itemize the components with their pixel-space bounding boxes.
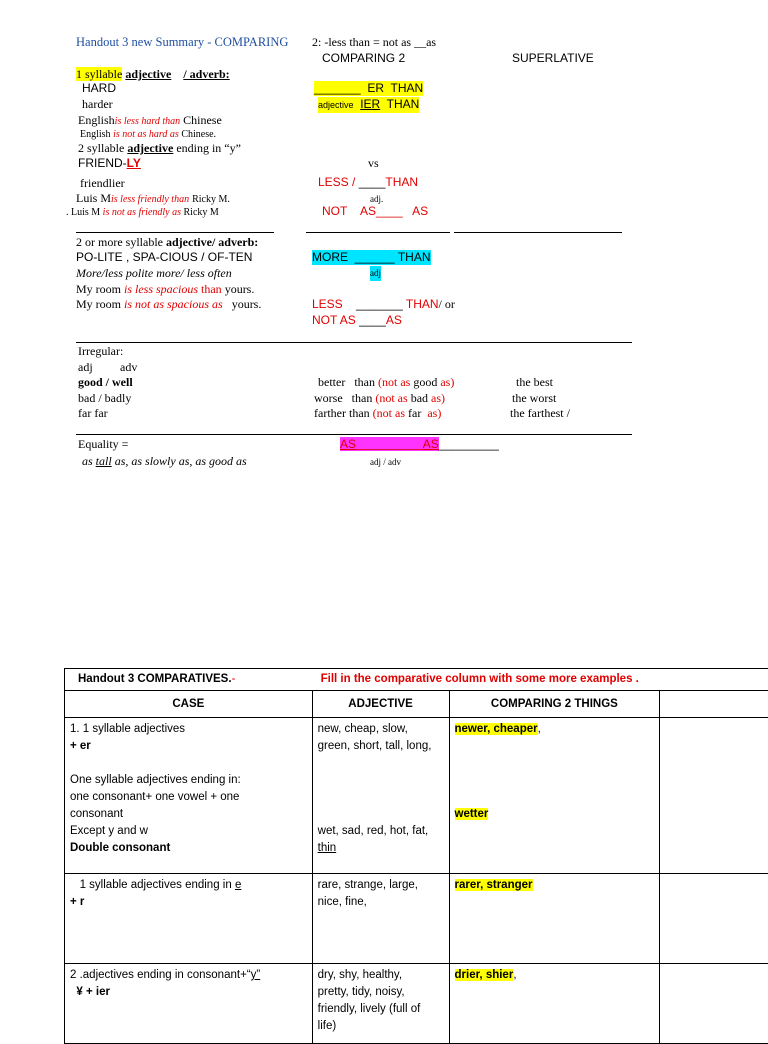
adj-line: wet, sad, red, hot, fat, <box>318 823 444 840</box>
empty-cell[interactable] <box>660 874 768 964</box>
lf-pre: Luis M <box>76 191 111 205</box>
irregular-sup-good: the best <box>516 375 553 390</box>
rule-not-as-2 <box>312 313 402 328</box>
adjective-cell[interactable] <box>312 874 449 964</box>
adj-adv-note: adj / adv <box>370 455 401 470</box>
case-line: 1. 1 syllable adjectives <box>70 721 307 738</box>
divider <box>76 342 632 343</box>
tom-pos: adjective/ adverb: <box>166 235 258 249</box>
one-syllable-tag: 1 syllable <box>76 67 122 81</box>
case-line: one consonant+ one vowel + one <box>70 789 307 806</box>
more-than: THAN <box>398 250 431 264</box>
lf-post: Ricky M. <box>192 194 230 205</box>
s1-pre: English <box>78 113 115 127</box>
paren: ( <box>375 391 379 405</box>
case-spacer <box>70 755 307 772</box>
comp-tail: , <box>538 723 541 735</box>
rule-as-as <box>340 437 499 452</box>
adj-line: rare, strange, large, <box>318 877 444 894</box>
rule-blank: _______ <box>314 81 361 95</box>
two-syl-pre: 2 syllable <box>78 141 124 155</box>
col-header-empty <box>660 691 768 718</box>
comp: better <box>318 375 345 389</box>
case-b: ¥ + ier <box>76 986 110 998</box>
adverb-label: / adverb: <box>183 67 229 81</box>
header-subtitle: 2: -less than = not as __as <box>312 35 436 50</box>
one-syllable-heading <box>76 67 230 82</box>
comparing-cell[interactable] <box>449 874 660 964</box>
notas: not as <box>379 391 407 405</box>
rule2-than: THAN <box>387 97 420 111</box>
lf-mid: is less friendly than <box>111 194 189 205</box>
ls-pre: My room <box>76 282 121 296</box>
nas-mid: is not as spacious as <box>124 297 223 311</box>
adj-line: new, cheap, slow, <box>318 721 444 738</box>
paren: ) <box>441 391 445 405</box>
empty-cell[interactable] <box>660 964 768 1044</box>
comp-line <box>455 806 655 823</box>
adj-line: friendly, lively (full of <box>318 1001 444 1018</box>
less2-than: THAN <box>406 297 439 311</box>
case-a: 1 syllable adjectives ending in <box>80 879 232 891</box>
less-blank: ____ <box>359 175 386 189</box>
case-a: 2 .adjectives ending in consonant+“ <box>70 969 251 981</box>
rule2-adj: adjective <box>318 100 354 110</box>
ls-than: than <box>201 282 222 296</box>
as-tail: _________ <box>439 437 499 451</box>
superlative-heading: SUPERLATIVE <box>512 51 594 66</box>
divider <box>306 232 450 233</box>
case-line <box>70 984 307 1001</box>
irregular-word-bad: bad / badly <box>78 391 131 406</box>
rule2-ier: IER <box>360 97 380 111</box>
irregular-comp-far <box>314 406 441 421</box>
two-syl-post: ending in “y” <box>176 141 241 155</box>
adj-spacer <box>318 755 444 823</box>
irregular-word-good: good / well <box>78 375 133 390</box>
rule-than: THAN <box>391 81 424 95</box>
comparing-cell[interactable] <box>449 718 660 874</box>
table-row <box>65 874 768 964</box>
nas-pre: My room <box>76 297 121 311</box>
ls-mid: is less spacious <box>124 282 198 296</box>
paren: ) <box>437 406 441 420</box>
adj-line: nice, fine, <box>318 894 444 911</box>
eq-post: as, as slowly as, as good as <box>115 454 247 468</box>
paren: ( <box>378 375 382 389</box>
sentence-not-as-hard <box>80 127 216 142</box>
less-word: LESS / <box>318 175 355 189</box>
than: than <box>349 406 370 420</box>
paren: ( <box>373 406 377 420</box>
naf-pre: . Luis M <box>66 207 100 218</box>
table-title-cell <box>65 669 768 691</box>
as1: AS <box>340 437 356 451</box>
paren: ) <box>450 375 454 389</box>
eq-tall: tall <box>96 454 112 468</box>
w: good <box>413 375 437 389</box>
example-hard: HARD <box>82 81 116 96</box>
adj-line: life) <box>318 1018 444 1035</box>
irregular-word-far: far far <box>78 406 108 421</box>
case-line: One syllable adjectives ending in: <box>70 772 307 789</box>
than: than <box>352 391 373 405</box>
comp-line <box>455 877 655 894</box>
rule-ier-than <box>318 97 419 113</box>
handout-title: Handout 3 new Summary - COMPARING <box>76 35 288 50</box>
than: than <box>354 375 375 389</box>
notas2-as: AS <box>386 313 402 327</box>
example-polite: PO-LITE , SPA-CIOUS / OF-TEN <box>76 250 252 265</box>
rule-more-than <box>312 250 431 265</box>
table-title-dash: - <box>232 673 236 685</box>
comparatives-table <box>64 668 768 1044</box>
case-line: + r <box>70 894 307 911</box>
irregular-comp-bad <box>314 391 445 406</box>
example-harder: harder <box>82 97 113 112</box>
example-friendly <box>78 156 141 171</box>
ls-post: yours. <box>225 282 255 296</box>
s2-mid: is not as hard as <box>113 129 179 140</box>
comp: farther <box>314 406 346 420</box>
nas-post: yours. <box>232 297 262 311</box>
not-word: NOT <box>322 204 347 218</box>
w: far <box>408 406 421 420</box>
col-header-adjective: ADJECTIVE <box>312 691 449 718</box>
s2-pre: English <box>80 129 111 140</box>
as: as <box>431 391 441 405</box>
rule-not-as <box>322 204 428 219</box>
comparing2-heading: COMPARING 2 <box>322 51 405 66</box>
irregular-adj-label: adj <box>78 360 93 375</box>
less-than: THAN <box>385 175 418 189</box>
less2-or: / or <box>439 297 455 311</box>
rule-er: ER <box>367 81 384 95</box>
case-cell <box>65 874 313 964</box>
sentence-not-as-friendly <box>66 205 219 220</box>
table-row <box>65 718 768 874</box>
as-blank: __________ <box>356 437 423 451</box>
table-row <box>65 964 768 1044</box>
case-line: Double consonant <box>70 840 307 857</box>
divider <box>76 232 274 233</box>
col-header-comparing: COMPARING 2 THINGS <box>449 691 660 718</box>
more-word: MORE <box>312 250 348 264</box>
notas2-word: NOT AS <box>312 313 356 327</box>
tom-pre: 2 or more syllable <box>76 235 163 249</box>
irregular-sup-far: the farthest / <box>510 406 570 421</box>
table-title: Handout 3 COMPARATIVES. <box>78 673 232 685</box>
less2-word: LESS <box>312 297 343 311</box>
adjective-cell[interactable] <box>312 718 449 874</box>
comp-answer: wetter <box>455 808 489 820</box>
as2: AS <box>423 437 439 451</box>
ly-suffix: LY <box>127 156 141 170</box>
adj-line: dry, shy, healthy, <box>318 967 444 984</box>
equality-example <box>82 454 247 469</box>
comp-spacer <box>455 738 655 806</box>
notas: not as <box>382 375 410 389</box>
example-more-less: More/less polite more/ less often <box>76 266 232 281</box>
comp-line <box>455 721 655 738</box>
rule-less-than-2 <box>312 297 455 312</box>
adj-note: adj. <box>370 192 383 207</box>
adjective-label: adjective <box>125 67 171 81</box>
case-cell <box>65 718 313 874</box>
case-line: Except y and w <box>70 823 307 840</box>
adj-line: green, short, tall, long, <box>318 738 444 755</box>
example-friendlier: friendlier <box>80 176 125 191</box>
case-e: e <box>235 879 241 891</box>
notas: not as <box>377 406 405 420</box>
vs-label: vs <box>368 156 379 171</box>
case-line <box>70 967 307 984</box>
s1-post: Chinese <box>183 113 222 127</box>
irregular-adv-label: adv <box>120 360 137 375</box>
naf-post: Ricky M <box>184 207 219 218</box>
divider <box>454 232 622 233</box>
as: as <box>440 375 450 389</box>
comp-tail: , <box>513 969 516 981</box>
comp-answer: newer, cheaper <box>455 723 538 735</box>
s2-post: Chinese. <box>181 129 216 140</box>
as-as-highlight <box>340 437 439 451</box>
case-line: consonant <box>70 806 307 823</box>
sentence-not-as-spacious <box>76 297 261 312</box>
more-blank: ______ <box>355 250 395 264</box>
table-title-row <box>65 669 768 691</box>
as-blank: AS____ <box>360 204 403 218</box>
empty-cell[interactable] <box>660 718 768 874</box>
comparing-cell[interactable] <box>449 964 660 1044</box>
comp: worse <box>314 391 343 405</box>
rule-less-than <box>318 175 418 190</box>
comp-answer: drier, shier <box>455 969 514 981</box>
w: bad <box>411 391 428 405</box>
adj-line: pretty, tidy, noisy, <box>318 984 444 1001</box>
case-y: y” <box>251 969 261 981</box>
irregular-comp-good <box>318 375 454 390</box>
less2-blank: _______ <box>356 297 403 311</box>
irregular-heading: Irregular: <box>78 344 123 359</box>
col-header-case: CASE <box>65 691 313 718</box>
s1-mid: is less hard than <box>115 116 180 127</box>
comp-answer: rarer, stranger <box>455 879 533 891</box>
irregular-sup-bad: the worst <box>512 391 556 406</box>
as: as <box>427 406 437 420</box>
two-syl-pos: adjective <box>127 141 173 155</box>
table-header-row <box>65 691 768 718</box>
two-syllable-heading <box>78 141 241 156</box>
divider <box>76 434 632 435</box>
naf-mid: is not as friendly as <box>103 207 181 218</box>
comp-line <box>455 967 655 984</box>
equality-label: Equality = <box>78 437 128 452</box>
adj-note-2: adj <box>370 266 381 281</box>
case-cell <box>65 964 313 1044</box>
as-word: AS <box>412 204 428 218</box>
case-line: + er <box>70 738 307 755</box>
case-line <box>70 877 307 894</box>
notas2-blank: ____ <box>359 313 386 327</box>
rule-er-than <box>314 81 423 96</box>
eq-pre: as <box>82 454 93 468</box>
two-or-more-heading <box>76 235 258 250</box>
adj-line: thin <box>318 840 444 857</box>
sentence-less-spacious <box>76 282 254 297</box>
table-note: Fill in the comparative column with some more examples . <box>321 673 639 685</box>
adjective-cell[interactable] <box>312 964 449 1044</box>
friend-text: FRIEND- <box>78 156 127 170</box>
